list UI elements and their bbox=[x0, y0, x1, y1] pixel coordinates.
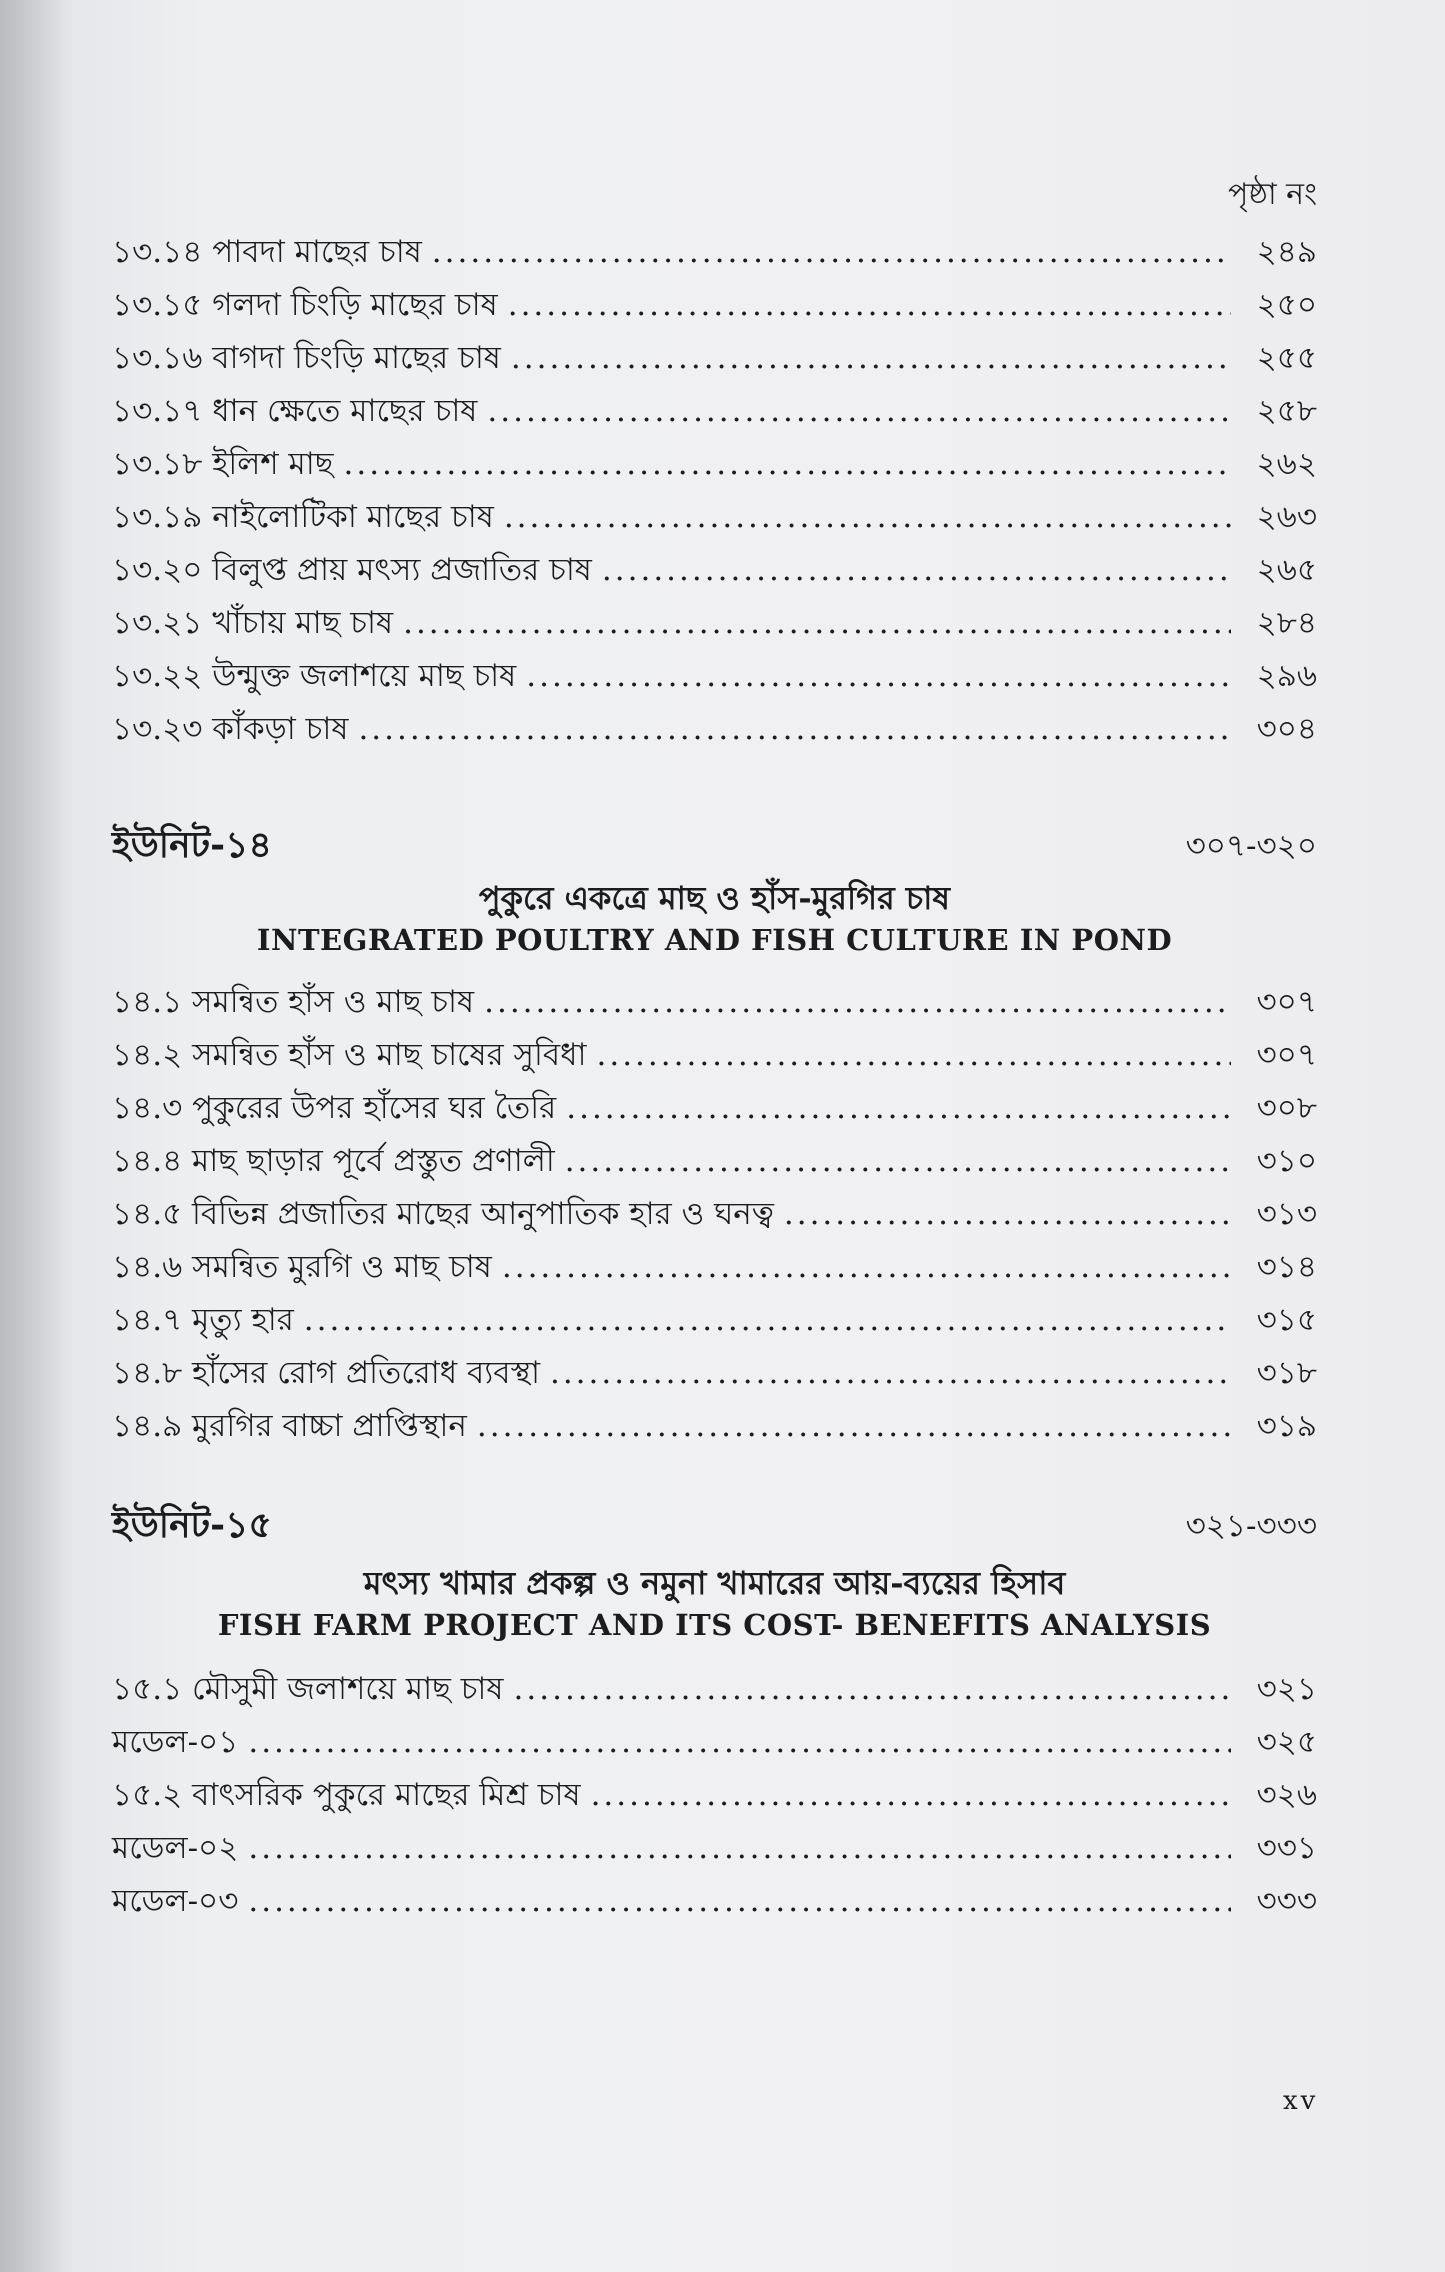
toc-entry bbox=[112, 1402, 1317, 1450]
toc-entry-page: ৩১০ bbox=[1256, 1143, 1317, 1179]
toc-entry-page: ২৮৪ bbox=[1256, 605, 1317, 641]
toc-entry-page: ২৬৫ bbox=[1256, 552, 1317, 588]
unit15-title-english: FISH FARM PROJECT AND ITS COST- BENEFITS ANALYSIS bbox=[217, 1608, 1212, 1642]
toc-entry bbox=[112, 334, 1317, 382]
toc-entry-page: ২৬২ bbox=[1256, 446, 1317, 482]
toc-entry bbox=[112, 978, 1317, 1026]
toc-entry bbox=[112, 1296, 1317, 1344]
page-number: xv bbox=[1283, 2086, 1319, 2116]
dot-leader bbox=[526, 658, 1231, 694]
dot-leader bbox=[596, 1037, 1231, 1073]
toc-entry-page: ৩০৮ bbox=[1256, 1090, 1317, 1126]
toc-entry bbox=[112, 1349, 1317, 1397]
unit14-heading bbox=[112, 818, 1317, 870]
dot-leader bbox=[432, 234, 1231, 270]
toc-entry-page: ৩০৭ bbox=[1256, 984, 1317, 1020]
toc-entry-title: মডেল-০৩ bbox=[112, 1883, 239, 1919]
dot-leader bbox=[502, 1249, 1231, 1285]
toc-entry bbox=[112, 1718, 1317, 1766]
dot-leader bbox=[477, 1408, 1231, 1444]
toc-entry-page: ৩১৮ bbox=[1256, 1355, 1317, 1391]
toc-entry bbox=[112, 228, 1317, 276]
unit15-page-range: ৩২১-৩৩৩ bbox=[1185, 1508, 1317, 1544]
dot-leader bbox=[248, 1830, 1231, 1866]
toc-entry-title: ১৪.৫ বিভিন্ন প্রজাতির মাছের আনুপাতিক হার ও ঘনত্ব bbox=[112, 1196, 774, 1232]
toc-entry-page: ৩০৪ bbox=[1256, 711, 1317, 747]
toc-entry-page: ৩২৬ bbox=[1256, 1777, 1317, 1813]
dot-leader bbox=[403, 605, 1231, 641]
toc-entry-title: ১৪.১ সমন্বিত হাঁস ও মাছ চাষ bbox=[112, 984, 475, 1020]
dot-leader bbox=[248, 1724, 1231, 1760]
toc-entry-page: ২৫৮ bbox=[1256, 393, 1317, 429]
toc-entry-page: ২৬৩ bbox=[1256, 499, 1317, 535]
unit14-page-range: ৩০৭-৩২০ bbox=[1185, 828, 1317, 864]
toc-entry-page: ৩৩৩ bbox=[1256, 1883, 1317, 1919]
toc-entry-title: ১৪.৩ পুকুরের উপর হাঁসের ঘর তৈরি bbox=[112, 1090, 557, 1126]
toc-entry-title: ১৩.১৭ ধান ক্ষেতে মাছের চাষ bbox=[112, 393, 478, 429]
toc-entry-title: ১৫.১ মৌসুমী জলাশয়ে মাছ চাষ bbox=[112, 1671, 504, 1707]
toc-entry-title: ১৪.৭ মৃত্যু হার bbox=[112, 1302, 294, 1338]
toc-entry bbox=[112, 1084, 1317, 1132]
toc-entry-title: ১৩.১৮ ইলিশ মাছ bbox=[112, 446, 334, 482]
toc-entry-page: ৩২১ bbox=[1256, 1671, 1317, 1707]
dot-leader bbox=[514, 1671, 1231, 1707]
toc-entry bbox=[112, 281, 1317, 329]
toc-entry-title: ১৩.২২ উন্মুক্ত জলাশয়ে মাছ চাষ bbox=[112, 658, 517, 694]
toc-entry-page: ২৯৬ bbox=[1256, 658, 1317, 694]
toc-entry-title: ১৪.২ সমন্বিত হাঁস ও মাছ চাষের সুবিধা bbox=[112, 1037, 587, 1073]
toc-entry bbox=[112, 599, 1317, 647]
toc-entry-title: ১৫.২ বাৎসরিক পুকুরে মাছের মিশ্র চাষ bbox=[112, 1777, 581, 1813]
toc-entry-page: ৩১৩ bbox=[1256, 1196, 1317, 1232]
toc-entry-page: ২৫৫ bbox=[1256, 340, 1317, 376]
toc-entry-title: ১৩.২১ খাঁচায় মাছ চাষ bbox=[112, 605, 394, 641]
dot-leader bbox=[508, 287, 1231, 323]
dot-leader bbox=[566, 1090, 1231, 1126]
toc-entry-title: ১৩.১৯ নাইলোটিকা মাছের চাষ bbox=[112, 499, 494, 535]
toc-entry-page: ৩১৪ bbox=[1256, 1249, 1317, 1285]
dot-leader bbox=[602, 552, 1231, 588]
dot-leader bbox=[304, 1302, 1231, 1338]
toc-entry-title: ১৪.৮ হাঁসের রোগ প্রতিরোধ ব্যবস্থা bbox=[112, 1355, 540, 1391]
dot-leader bbox=[487, 393, 1231, 429]
toc-entry-page: ৩১৫ bbox=[1256, 1302, 1317, 1338]
toc-entry bbox=[112, 652, 1317, 700]
toc-entry bbox=[112, 1824, 1317, 1872]
dot-leader bbox=[784, 1196, 1231, 1232]
gutter-shadow bbox=[0, 0, 70, 2272]
toc-entry-page: ২৪৯ bbox=[1256, 234, 1317, 270]
toc-entry-title: ১৩.২০ বিলুপ্ত প্রায় মৎস্য প্রজাতির চাষ bbox=[112, 552, 592, 588]
toc-entry bbox=[112, 546, 1317, 594]
unit14-label: ইউনিট-১৪ bbox=[112, 824, 272, 866]
dot-leader bbox=[248, 1883, 1231, 1919]
toc-entry bbox=[112, 387, 1317, 435]
table-of-contents bbox=[112, 168, 1317, 2118]
dot-leader bbox=[484, 984, 1231, 1020]
unit14-title-bengali: পুকুরে একত্রে মাছ ও হাঁস-মুরগির চাষ bbox=[478, 879, 951, 917]
unit14-title-english: INTEGRATED POULTRY AND FISH CULTURE IN POND bbox=[256, 923, 1173, 957]
page-column-label: পৃষ্ঠা নং bbox=[1228, 177, 1317, 212]
toc-entry bbox=[112, 705, 1317, 753]
toc-entry-title: মডেল-০২ bbox=[112, 1830, 239, 1866]
unit15-label: ইউনিট-১৫ bbox=[112, 1504, 272, 1546]
toc-entry bbox=[112, 1190, 1317, 1238]
dot-leader bbox=[565, 1143, 1231, 1179]
toc-entry-page: ৩১৯ bbox=[1256, 1408, 1317, 1444]
dot-leader bbox=[591, 1777, 1231, 1813]
toc-entry bbox=[112, 440, 1317, 488]
toc-entry-title: ১৪.৯ মুরগির বাচ্চা প্রাপ্তিস্থান bbox=[112, 1408, 467, 1444]
toc-entry-title: ১৪.৪ মাছ ছাড়ার পূর্বে প্রস্তুত প্রণালী bbox=[112, 1143, 555, 1179]
toc-entry bbox=[112, 1031, 1317, 1079]
dot-leader bbox=[550, 1355, 1231, 1391]
unit15-title-bengali: মৎস্য খামার প্রকল্প ও নমুনা খামারের আয়-ব্যয়ের হিসাব bbox=[363, 1564, 1066, 1602]
toc-entry-page: ৩৩১ bbox=[1256, 1830, 1317, 1866]
toc-entry-title: ১৪.৬ সমন্বিত মুরগি ও মাছ চাষ bbox=[112, 1249, 492, 1285]
toc-entry-page: ৩২৫ bbox=[1256, 1724, 1317, 1760]
dot-leader bbox=[511, 340, 1231, 376]
toc-entry bbox=[112, 1665, 1317, 1713]
toc-entry-title: ১৩.১৫ গলদা চিংড়ি মাছের চাষ bbox=[112, 287, 498, 323]
toc-entry-title: মডেল-০১ bbox=[112, 1724, 239, 1760]
unit15-heading bbox=[112, 1498, 1317, 1550]
dot-leader bbox=[358, 711, 1231, 747]
toc-entry bbox=[112, 1877, 1317, 1925]
toc-entry bbox=[112, 1771, 1317, 1819]
toc-entry-title: ১৩.১৬ বাগদা চিংড়ি মাছের চাষ bbox=[112, 340, 501, 376]
toc-entry bbox=[112, 1243, 1317, 1291]
dot-leader bbox=[344, 446, 1232, 482]
dot-leader bbox=[504, 499, 1231, 535]
toc-entry bbox=[112, 1137, 1317, 1185]
toc-entry-title: ১৩.১৪ পাবদা মাছের চাষ bbox=[112, 234, 422, 270]
toc-entry bbox=[112, 493, 1317, 541]
toc-entry-page: ২৫০ bbox=[1256, 287, 1317, 323]
toc-entry-title: ১৩.২৩ কাঁকড়া চাষ bbox=[112, 711, 349, 747]
toc-entry-page: ৩০৭ bbox=[1256, 1037, 1317, 1073]
